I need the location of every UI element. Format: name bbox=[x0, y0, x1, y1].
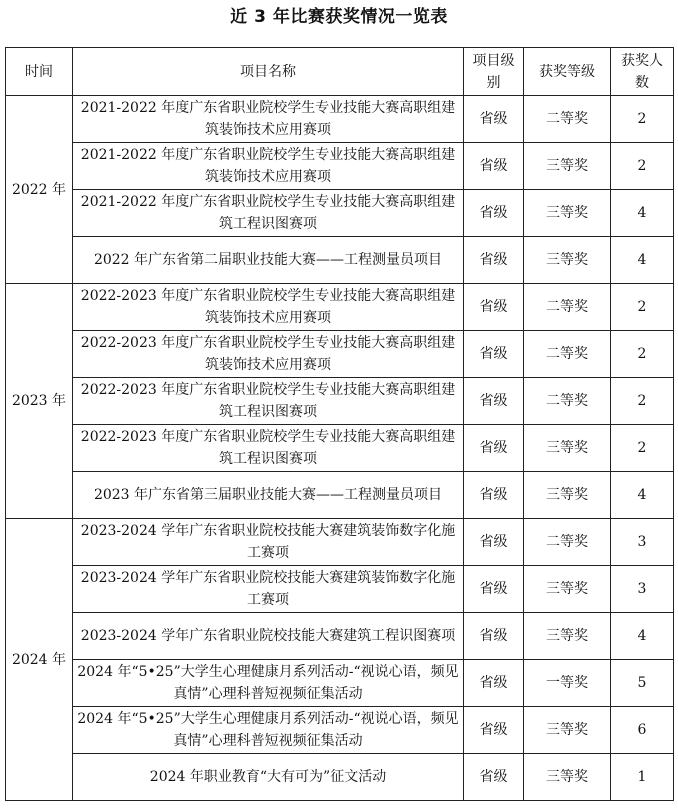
level-cell: 省级 bbox=[464, 660, 524, 707]
count-cell: 2 bbox=[611, 378, 674, 425]
project-name-cell: 2022 年广东省第二届职业技能大赛——工程测量员项目 bbox=[73, 237, 464, 284]
table-row bbox=[6, 707, 674, 754]
project-name-cell: 2022-2023 年度广东省职业院校学生专业技能大赛高职组建筑装饰技术应用赛项 bbox=[73, 331, 464, 378]
project-name-cell: 2023-2024 学年广东省职业院校技能大赛建筑工程识图赛项 bbox=[73, 613, 464, 660]
prize-cell: 三等奖 bbox=[524, 425, 611, 472]
prize-cell: 三等奖 bbox=[524, 707, 611, 754]
year-cell: 2023 年 bbox=[6, 284, 73, 519]
prize-cell: 一等奖 bbox=[524, 660, 611, 707]
level-cell: 省级 bbox=[464, 190, 524, 237]
table-row bbox=[6, 472, 674, 519]
count-cell: 4 bbox=[611, 190, 674, 237]
level-cell: 省级 bbox=[464, 331, 524, 378]
year-cell: 2024 年 bbox=[6, 519, 73, 801]
table-row bbox=[6, 143, 674, 190]
level-cell: 省级 bbox=[464, 613, 524, 660]
project-name-cell: 2022-2023 年度广东省职业院校学生专业技能大赛高职组建筑工程识图赛项 bbox=[73, 425, 464, 472]
count-cell: 4 bbox=[611, 472, 674, 519]
table-row bbox=[6, 237, 674, 284]
count-cell: 2 bbox=[611, 425, 674, 472]
table-title: 近 3 年比赛获奖情况一览表 bbox=[230, 7, 448, 27]
count-cell: 3 bbox=[611, 519, 674, 566]
level-cell: 省级 bbox=[464, 472, 524, 519]
table-row bbox=[6, 331, 674, 378]
count-cell: 6 bbox=[611, 707, 674, 754]
prize-cell: 三等奖 bbox=[524, 237, 611, 284]
prize-cell: 二等奖 bbox=[524, 519, 611, 566]
table-row bbox=[6, 613, 674, 660]
count-cell: 4 bbox=[611, 237, 674, 284]
table-row bbox=[6, 660, 674, 707]
prize-cell: 二等奖 bbox=[524, 96, 611, 143]
project-name-cell: 2022-2023 年度广东省职业院校学生专业技能大赛高职组建筑装饰技术应用赛项 bbox=[73, 284, 464, 331]
count-cell: 2 bbox=[611, 331, 674, 378]
project-name-cell: 2023-2024 学年广东省职业院校技能大赛建筑装饰数字化施工赛项 bbox=[73, 566, 464, 613]
prize-cell: 三等奖 bbox=[524, 754, 611, 801]
count-cell: 1 bbox=[611, 754, 674, 801]
year-cell: 2022 年 bbox=[6, 96, 73, 284]
table-row bbox=[6, 190, 674, 237]
header-time: 时间 bbox=[6, 48, 73, 96]
table-row bbox=[6, 566, 674, 613]
count-cell: 4 bbox=[611, 613, 674, 660]
level-cell: 省级 bbox=[464, 707, 524, 754]
prize-cell: 三等奖 bbox=[524, 566, 611, 613]
prize-cell: 三等奖 bbox=[524, 472, 611, 519]
prize-cell: 二等奖 bbox=[524, 284, 611, 331]
project-name-cell: 2021-2022 年度广东省职业院校学生专业技能大赛高职组建筑装饰技术应用赛项 bbox=[73, 143, 464, 190]
level-cell: 省级 bbox=[464, 425, 524, 472]
level-cell: 省级 bbox=[464, 566, 524, 613]
table-row bbox=[6, 284, 674, 331]
header-level: 项目级别 bbox=[464, 48, 524, 96]
level-cell: 省级 bbox=[464, 378, 524, 425]
level-cell: 省级 bbox=[464, 284, 524, 331]
header-prize: 获奖等级 bbox=[524, 48, 611, 96]
header-count: 获奖人数 bbox=[611, 48, 674, 96]
count-cell: 2 bbox=[611, 143, 674, 190]
prize-cell: 三等奖 bbox=[524, 143, 611, 190]
count-cell: 2 bbox=[611, 96, 674, 143]
level-cell: 省级 bbox=[464, 143, 524, 190]
project-name-cell: 2022-2023 年度广东省职业院校学生专业技能大赛高职组建筑工程识图赛项 bbox=[73, 378, 464, 425]
table-row bbox=[6, 96, 674, 143]
project-name-cell: 2021-2022 年度广东省职业院校学生专业技能大赛高职组建筑工程识图赛项 bbox=[73, 190, 464, 237]
level-cell: 省级 bbox=[464, 96, 524, 143]
level-cell: 省级 bbox=[464, 237, 524, 284]
project-name-cell: 2024 年“5•25”大学生心理健康月系列活动-“视说心语，频见真情”心理科普短视频征集活动 bbox=[73, 660, 464, 707]
prize-cell: 二等奖 bbox=[524, 378, 611, 425]
count-cell: 5 bbox=[611, 660, 674, 707]
count-cell: 2 bbox=[611, 284, 674, 331]
count-cell: 3 bbox=[611, 566, 674, 613]
table-row bbox=[6, 754, 674, 801]
prize-cell: 三等奖 bbox=[524, 613, 611, 660]
header-name: 项目名称 bbox=[73, 48, 464, 96]
project-name-cell: 2023-2024 学年广东省职业院校技能大赛建筑装饰数字化施工赛项 bbox=[73, 519, 464, 566]
table-row bbox=[6, 378, 674, 425]
prize-cell: 三等奖 bbox=[524, 190, 611, 237]
project-name-cell: 2024 年职业教育“大有可为”征文活动 bbox=[73, 754, 464, 801]
project-name-cell: 2024 年“5•25”大学生心理健康月系列活动-“视说心语，频见真情”心理科普短视频征集活动 bbox=[73, 707, 464, 754]
level-cell: 省级 bbox=[464, 754, 524, 801]
table-row bbox=[6, 519, 674, 566]
level-cell: 省级 bbox=[464, 519, 524, 566]
prize-cell: 二等奖 bbox=[524, 331, 611, 378]
awards-table bbox=[5, 47, 674, 801]
table-row bbox=[6, 425, 674, 472]
header-row bbox=[6, 48, 674, 96]
project-name-cell: 2021-2022 年度广东省职业院校学生专业技能大赛高职组建筑装饰技术应用赛项 bbox=[73, 96, 464, 143]
project-name-cell: 2023 年广东省第三届职业技能大赛——工程测量员项目 bbox=[73, 472, 464, 519]
